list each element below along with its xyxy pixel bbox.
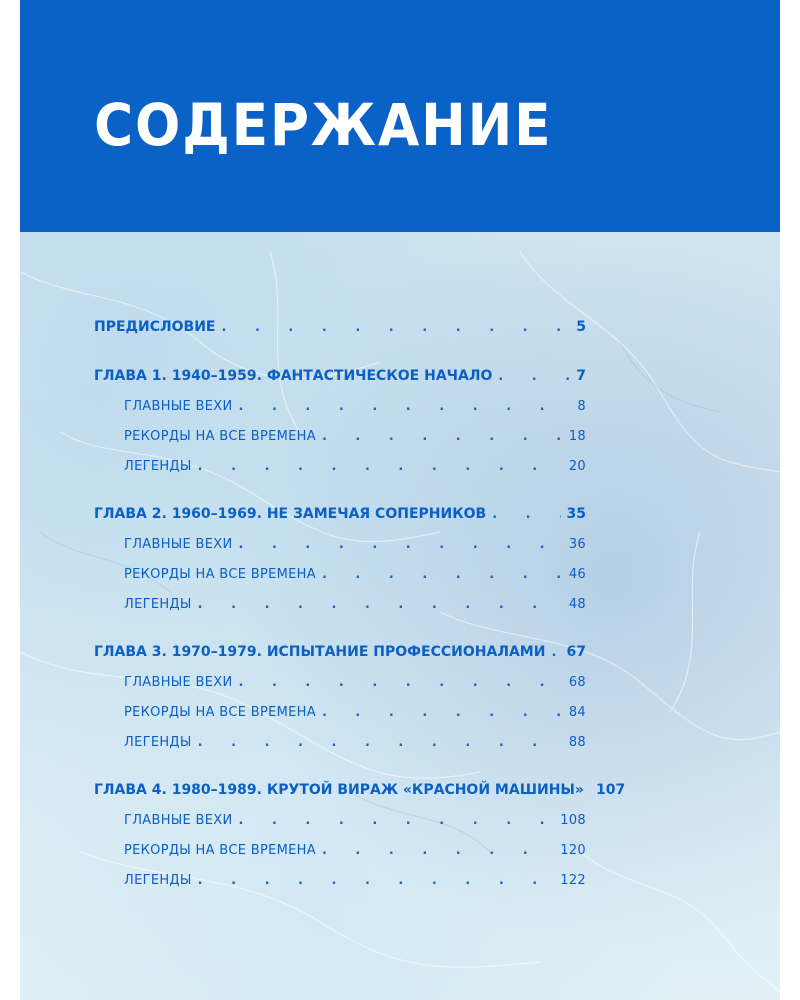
dot-leader <box>322 843 554 858</box>
toc-item-label: ГЛАВНЫЕ ВЕХИ <box>124 399 233 414</box>
dot-leader <box>322 429 563 444</box>
dot-leader <box>198 735 563 750</box>
toc-item[interactable] <box>124 567 586 582</box>
toc-item[interactable] <box>124 537 586 552</box>
toc-item[interactable] <box>124 399 586 414</box>
toc-item[interactable] <box>124 873 586 888</box>
toc-chapter-3[interactable] <box>94 644 586 660</box>
dot-leader <box>198 459 563 474</box>
dot-leader <box>221 320 570 335</box>
dot-leader <box>322 567 563 582</box>
toc-entry-preface[interactable] <box>94 319 586 335</box>
toc-page-number: 122 <box>560 873 586 888</box>
dot-leader <box>198 873 555 888</box>
dot-leader <box>198 597 563 612</box>
toc-chapter-label: ГЛАВА 2. 1960–1969. НЕ ЗАМЕЧАЯ СОПЕРНИКОВ <box>94 506 487 522</box>
toc-chapter-4[interactable] <box>94 782 626 798</box>
toc-entry-label: ПРЕДИСЛОВИЕ <box>94 319 216 335</box>
toc-item-label: ГЛАВНЫЕ ВЕХИ <box>124 537 233 552</box>
toc-page-number: 5 <box>576 319 586 335</box>
toc-chapter-label: ГЛАВА 4. 1980–1989. КРУТОЙ ВИРАЖ «КРАСНОЙ МАШИНЫ» <box>94 782 584 798</box>
toc-page-number: 84 <box>568 705 586 720</box>
toc-page-number: 35 <box>566 506 586 522</box>
toc-page-number: 7 <box>576 368 586 384</box>
toc-chapter-label: ГЛАВА 3. 1970–1979. ИСПЫТАНИЕ ПРОФЕССИОНАЛАМИ <box>94 644 546 660</box>
dot-leader <box>322 705 563 720</box>
page-title: СОДЕРЖАНИЕ <box>94 91 553 159</box>
toc-page-number: 68 <box>568 675 586 690</box>
dot-leader <box>238 399 571 414</box>
toc-page-number: 88 <box>568 735 586 750</box>
dot-leader <box>551 645 560 660</box>
toc-page-number: 8 <box>577 399 586 414</box>
page <box>20 0 780 1000</box>
toc-item[interactable] <box>124 675 586 690</box>
toc-item-label: РЕКОРДЫ НА ВСЕ ВРЕМЕНА <box>124 567 316 582</box>
toc-page-number: 18 <box>568 429 586 444</box>
toc-page-number: 48 <box>568 597 586 612</box>
toc-page-number: 107 <box>595 782 626 798</box>
table-of-contents <box>20 0 780 1000</box>
toc-item-label: ЛЕГЕНДЫ <box>124 873 192 888</box>
dot-leader <box>238 537 562 552</box>
toc-item-label: РЕКОРДЫ НА ВСЕ ВРЕМЕНА <box>124 705 316 720</box>
toc-item-label: ЛЕГЕНДЫ <box>124 735 192 750</box>
toc-item[interactable] <box>124 843 586 858</box>
dot-leader <box>492 507 560 522</box>
toc-page-number: 20 <box>568 459 586 474</box>
toc-item[interactable] <box>124 459 586 474</box>
toc-page-number: 46 <box>568 567 586 582</box>
toc-page-number: 67 <box>566 644 586 660</box>
toc-item-label: РЕКОРДЫ НА ВСЕ ВРЕМЕНА <box>124 843 316 858</box>
toc-item[interactable] <box>124 705 586 720</box>
toc-item-label: ЛЕГЕНДЫ <box>124 597 192 612</box>
toc-item[interactable] <box>124 735 586 750</box>
toc-chapter-2[interactable] <box>94 506 586 522</box>
dot-leader <box>238 675 562 690</box>
dot-leader <box>498 369 570 384</box>
toc-page-number: 36 <box>568 537 586 552</box>
toc-chapter-label: ГЛАВА 1. 1940–1959. ФАНТАСТИЧЕСКОЕ НАЧАЛО <box>94 368 493 384</box>
toc-item[interactable] <box>124 429 586 444</box>
toc-item-label: ГЛАВНЫЕ ВЕХИ <box>124 813 233 828</box>
toc-item-label: РЕКОРДЫ НА ВСЕ ВРЕМЕНА <box>124 429 316 444</box>
toc-item-label: ГЛАВНЫЕ ВЕХИ <box>124 675 233 690</box>
toc-chapter-1[interactable] <box>94 368 586 384</box>
dot-leader <box>238 813 554 828</box>
toc-page-number: 108 <box>560 813 586 828</box>
toc-item[interactable] <box>124 597 586 612</box>
toc-item[interactable] <box>124 813 586 828</box>
toc-page-number: 120 <box>560 843 586 858</box>
toc-item-label: ЛЕГЕНДЫ <box>124 459 192 474</box>
